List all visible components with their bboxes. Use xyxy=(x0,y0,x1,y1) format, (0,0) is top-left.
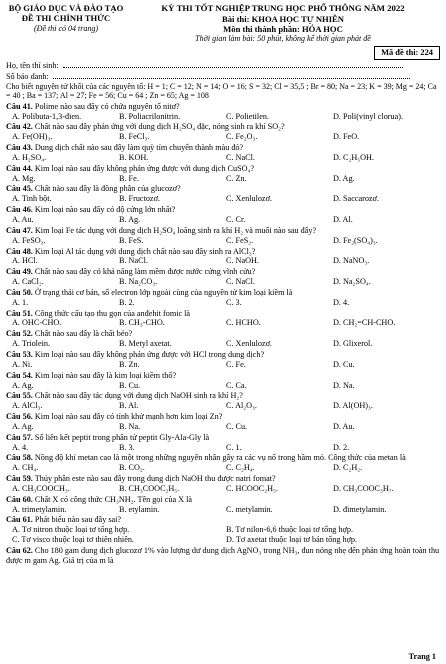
question-stem xyxy=(6,546,440,566)
answer-options xyxy=(6,443,440,453)
question-stem xyxy=(6,371,440,381)
answer-option: A. 1. xyxy=(12,297,29,307)
question-stem xyxy=(6,143,440,153)
answer-option: D. NaNO₃. xyxy=(333,256,370,266)
answer-option: B. CO₂. xyxy=(119,463,145,473)
question-number: Câu 43. xyxy=(6,143,33,153)
question-stem xyxy=(6,433,440,443)
answer-option: C. FeS₂. xyxy=(226,235,254,245)
answer-option: B. CH₃-CHO. xyxy=(119,318,165,328)
question-stem xyxy=(6,267,440,277)
question-stem xyxy=(6,350,440,360)
answer-option: D. 2. xyxy=(333,442,350,452)
question-number: Câu 44. xyxy=(6,163,33,173)
answer-option: C. 1. xyxy=(226,442,242,452)
id-blank xyxy=(53,71,410,79)
name-blank xyxy=(63,60,403,68)
answer-option: C. HCOOC₂H₅. xyxy=(226,483,278,493)
question-item xyxy=(6,371,440,391)
answer-option: C. Xenlulozơ. xyxy=(226,194,272,204)
answer-options xyxy=(6,112,440,122)
question-number: Câu 56. xyxy=(6,412,33,422)
answer-option: A. Au. xyxy=(12,215,34,224)
question-item xyxy=(6,122,440,142)
answer-option: D. 4. xyxy=(333,297,350,307)
question-item xyxy=(6,309,440,329)
question-text: Kim loại nào sau đây không phản ứng được với HCl trong dung dịch? xyxy=(34,349,265,359)
answer-options xyxy=(6,463,440,473)
question-text: Chất nào sau đây là chất béo? xyxy=(34,329,133,339)
answer-option: A. Polibuta-1,3-đien. xyxy=(12,111,82,121)
question-item xyxy=(6,433,440,453)
question-text: Chất nào sau đây tác dụng với dung dịch NaOH sinh ra khí H₂? xyxy=(34,391,243,401)
answer-option: B. Poliacrilonitrin. xyxy=(119,111,181,121)
question-stem xyxy=(6,288,440,298)
question-item xyxy=(6,515,440,545)
question-item xyxy=(6,143,440,163)
answer-option: C. NaOH. xyxy=(226,256,259,266)
answer-option: A. OHC-CHO. xyxy=(12,318,62,328)
answer-option: C. NaCl. xyxy=(226,277,255,287)
question-text: Chất X có công thức CH₃NH₂. Tên gọi của X là xyxy=(34,494,193,504)
question-text: Kim loại Fe tác dụng với dung dịch H₂SO₄ loãng sinh ra khí H₂ và muối nào sau đây? xyxy=(34,225,317,235)
code-row xyxy=(6,46,440,60)
ministry-name: BỘ GIÁO DỤC VÀ ĐÀO TẠO xyxy=(8,3,124,13)
answer-option: A. Ni. xyxy=(12,359,33,369)
question-item xyxy=(6,329,440,349)
candidate-id-line xyxy=(6,71,440,82)
question-text: Kim loại nào sau đây là kim loại kiềm thổ? xyxy=(34,370,177,380)
question-text: Kim loại Al tác dụng với dung dịch chất nào sau đây sinh ra AlCl₃? xyxy=(34,246,256,256)
answer-option: D. Saccarozơ. xyxy=(333,194,379,204)
question-item xyxy=(6,267,440,287)
answer-option: B. Na₂CO₃. xyxy=(119,277,158,287)
question-text: Công thức cấu tạo thu gọn của anđehit fomic là xyxy=(34,308,191,318)
answer-options xyxy=(6,484,440,494)
question-number: Câu 59. xyxy=(6,474,33,484)
answer-option: A. Mg. xyxy=(12,173,36,183)
question-stem xyxy=(6,453,440,463)
question-text: Thủy phân este nào sau đây trong dung dịch NaOH thu được natri fomat? xyxy=(34,474,276,484)
answer-option: A. Fe(OH)₃. xyxy=(12,132,53,142)
answer-options xyxy=(6,422,440,432)
answer-option: B. 3. xyxy=(119,442,135,452)
candidate-name-line xyxy=(6,60,440,71)
answer-option: D. Au. xyxy=(333,421,355,431)
question-stem xyxy=(6,205,440,215)
question-number: Câu 47. xyxy=(6,225,33,235)
candidate-name-label: Họ, tên thí sinh: xyxy=(6,60,59,70)
answer-option: D. Cu. xyxy=(333,359,355,369)
answer-option: B. NaCl. xyxy=(119,256,148,266)
answer-option: A. AlCl₃. xyxy=(12,401,43,411)
header-right xyxy=(126,3,440,44)
answer-option: B. Na. xyxy=(119,421,141,431)
answer-options xyxy=(6,174,440,184)
answer-option: A. Tinh bột. xyxy=(12,194,52,204)
question-stem xyxy=(6,329,440,339)
question-item xyxy=(6,546,440,566)
question-item xyxy=(6,453,440,473)
question-item xyxy=(6,102,440,122)
answer-options xyxy=(6,256,440,266)
answer-options xyxy=(6,153,440,163)
question-number: Câu 61. xyxy=(6,515,33,525)
question-text: Nồng độ khí metan cao là một trong những nguyên nhân gây ra các vụ nổ trong hầm mỏ. Công thức của metan là xyxy=(34,453,406,463)
answer-option: B. FeCl₃. xyxy=(119,132,150,142)
time-limit: Thời gian làm bài: 50 phút, không kể thời gian phát đề xyxy=(195,34,371,44)
question-text: Số liên kết peptit trong phân tử peptit Gly-Ala-Gly là xyxy=(34,432,210,442)
question-stem xyxy=(6,309,440,319)
candidate-id-label: Số báo danh: xyxy=(6,71,49,81)
question-number: Câu 46. xyxy=(6,205,33,215)
answer-option: B. Cu. xyxy=(119,380,141,390)
answer-option: C. Zn. xyxy=(226,173,247,183)
question-stem xyxy=(6,515,440,525)
header-left xyxy=(6,3,126,44)
answer-options xyxy=(6,360,440,370)
question-number: Câu 49. xyxy=(6,267,33,277)
answer-option: C. NaCl. xyxy=(226,152,255,162)
answer-options xyxy=(6,318,440,328)
question-number: Câu 45. xyxy=(6,184,33,194)
question-number: Câu 62. xyxy=(6,546,33,555)
exam-title: KỲ THI TỐT NGHIỆP TRUNG HỌC PHỔ THÔNG NĂM 2022 xyxy=(161,3,405,13)
answer-option: A. CH₃COOCH₃. xyxy=(12,483,70,493)
answer-option: A. HCl. xyxy=(12,256,38,266)
answer-option: A. trimetylamin. xyxy=(12,504,67,514)
question-text: Dung dịch chất nào sau đây làm quỳ tím chuyển thành màu đỏ? xyxy=(34,143,244,153)
answer-options xyxy=(6,525,440,545)
question-item xyxy=(6,350,440,370)
question-number: Câu 52. xyxy=(6,329,33,339)
answer-options xyxy=(6,381,440,391)
question-item xyxy=(6,391,440,411)
question-number: Câu 51. xyxy=(6,308,33,318)
answer-option: A. CH₄. xyxy=(12,463,39,473)
question-number: Câu 48. xyxy=(6,246,33,256)
question-list xyxy=(6,102,440,566)
question-text: Chất nào sau đây có khả năng làm mềm được nước cứng vĩnh cửu? xyxy=(34,267,256,277)
answer-option: B. Fructozơ. xyxy=(119,194,160,204)
question-number: Câu 55. xyxy=(6,391,33,401)
question-item xyxy=(6,288,440,308)
question-number: Câu 57. xyxy=(6,432,33,442)
answer-option: C. Polietilen. xyxy=(226,111,269,121)
page-count: (Đề thi có 04 trang) xyxy=(34,23,98,33)
test-name: Bài thi: KHOA HỌC TỰ NHIÊN xyxy=(222,13,344,24)
answer-option: B. Metyl axetat. xyxy=(119,339,172,349)
answer-option: C. Tơ visco thuộc loại tơ thiên nhiên. xyxy=(12,535,134,545)
answer-option: A. Ag. xyxy=(12,421,34,431)
answer-option: B. Tơ nilon-6,6 thuộc loại tơ tổng hợp. xyxy=(226,525,354,535)
answer-option: D. Al. xyxy=(333,215,353,224)
answer-option: A. Tơ nitron thuộc loại tơ tổng hợp. xyxy=(12,525,130,535)
question-text: Kim loại nào sau đây không phản ứng được với dung dịch CuSO₄? xyxy=(34,163,255,173)
answer-option: C. Fe₂O₃. xyxy=(226,132,258,142)
answer-option: D. FeO. xyxy=(333,132,360,142)
question-item xyxy=(6,164,440,184)
answer-option: D. Tơ axetat thuộc loại tơ bán tổng hợp. xyxy=(226,535,358,545)
answer-options xyxy=(6,339,440,349)
answer-option: C. 3. xyxy=(226,297,242,307)
answer-option: B. KOH. xyxy=(119,152,149,162)
page-footer: Trang 1 xyxy=(408,652,436,662)
answer-options xyxy=(6,132,440,142)
answer-options xyxy=(6,505,440,515)
answer-option: D. C₂H₅OH. xyxy=(333,152,374,162)
answer-option: A. 4. xyxy=(12,442,29,452)
question-item xyxy=(6,412,440,432)
answer-option: D. Al(OH)₃. xyxy=(333,401,373,411)
answer-option: C. Cu. xyxy=(226,421,248,431)
answer-options xyxy=(6,215,440,225)
answer-option: B. Zn. xyxy=(119,359,140,369)
answer-options xyxy=(6,298,440,308)
answer-option: C. Ca. xyxy=(226,380,247,390)
question-text: Ở trạng thái cơ bản, số electron lớp ngoài cùng của nguyên tử kim loại kiềm là xyxy=(34,287,293,297)
question-text: Polime nào sau đây có chứa nguyên tố nitơ? xyxy=(34,101,180,111)
answer-option: D. Na₂SO₄. xyxy=(333,277,371,287)
answer-option: A. H₂SO₄. xyxy=(12,152,47,162)
question-stem xyxy=(6,391,440,401)
answer-option: C. C₂H₄. xyxy=(226,463,255,473)
question-item xyxy=(6,184,440,204)
answer-option: C. Al₂O₃. xyxy=(226,401,257,411)
answer-option: B. Al. xyxy=(119,401,139,411)
exam-header xyxy=(6,0,440,44)
answer-option: D. Poli(vinyl clorua). xyxy=(333,111,404,121)
question-item xyxy=(6,495,440,515)
atomic-mass-note: Cho biết nguyên tử khối của các nguyên tố: H = 1; C = 12; N = 14; O = 16; S = 32; Cl = 35,5 ; Br = 80; Na = 23; K = 39; Mg = 24; Ca = 40 ; Ba = 137; Al = 27; Fe = 56; Cu = 64 ; Zn = 65; Ag = 108 xyxy=(6,81,437,101)
question-text: Chất nào sau đây phản ứng với dung dịch H₂SO₄ đặc, nóng sinh ra khí SO₂? xyxy=(34,122,285,132)
question-number: Câu 58. xyxy=(6,453,33,463)
answer-option: C. Xenlulozơ. xyxy=(226,339,272,349)
answer-option: B. CH₃COOC₂H₅. xyxy=(119,483,180,493)
question-stem xyxy=(6,164,440,174)
question-number: Câu 42. xyxy=(6,122,33,132)
question-text: Kim loại nào sau đây có độ cứng lớn nhất? xyxy=(34,205,176,215)
question-number: Câu 41. xyxy=(6,101,33,111)
answer-option: A. Ag. xyxy=(12,380,34,390)
question-number: Câu 60. xyxy=(6,494,33,504)
answer-option: D. Glixerol. xyxy=(333,339,373,349)
question-item xyxy=(6,226,440,246)
question-number: Câu 53. xyxy=(6,349,33,359)
question-stem xyxy=(6,122,440,132)
question-stem xyxy=(6,184,440,194)
official-label: ĐỀ THI CHÍNH THỨC xyxy=(21,13,111,24)
question-stem xyxy=(6,495,440,505)
question-stem xyxy=(6,247,440,257)
answer-option: D. Na. xyxy=(333,380,355,390)
question-stem xyxy=(6,226,440,236)
answer-options xyxy=(6,401,440,411)
answer-option: C. HCHO. xyxy=(226,318,261,328)
exam-code-box: Mã đề thi: 224 xyxy=(374,46,440,60)
answer-option: C. Cr. xyxy=(226,215,246,224)
question-stem xyxy=(6,412,440,422)
answer-option: D. C₂H₂. xyxy=(333,463,363,473)
answer-option: C. Fe. xyxy=(226,359,246,369)
question-number: Câu 54. xyxy=(6,370,33,380)
answer-option: D. CH₂=CH-CHO. xyxy=(333,318,396,328)
answer-option: A. FeSO₃. xyxy=(12,235,46,245)
question-text: Phát biểu nào sau đây sai? xyxy=(34,515,122,525)
answer-option: D. đimetylamin. xyxy=(333,504,387,514)
answer-option: A. Triolein. xyxy=(12,339,50,349)
question-item xyxy=(6,205,440,225)
question-number: Câu 50. xyxy=(6,287,33,297)
answer-option: D. Ag. xyxy=(333,173,355,183)
answer-option: B. 2. xyxy=(119,297,135,307)
question-text: Cho 180 gam dung dịch glucozơ 1% vào lượng dư dung dịch AgNO₃ trong NH₃, đun nóng nhẹ đến phản ứng hoàn toàn thu được m gam Ag. Giá trị của m là xyxy=(6,546,440,565)
question-stem xyxy=(6,102,440,112)
answer-option: B. FeS. xyxy=(119,235,144,245)
question-item xyxy=(6,247,440,267)
answer-option: B. etylamin. xyxy=(119,504,160,514)
subject-name: Môn thi thành phần: HÓA HỌC xyxy=(223,23,343,34)
answer-option: A. CaCl₂. xyxy=(12,277,44,287)
question-text: Kim loại nào sau đây có tính khử mạnh hơn kim loại Zn? xyxy=(34,412,223,422)
answer-option: B. Ag. xyxy=(119,215,141,224)
answer-option: C. metylamin. xyxy=(226,504,273,514)
answer-option: D. CH₃COOC₃H₇. xyxy=(333,483,394,493)
answer-option: B. Fe. xyxy=(119,173,139,183)
question-stem xyxy=(6,474,440,484)
question-text: Chất nào sau đây là đồng phân của glucozơ? xyxy=(34,184,181,194)
answer-options xyxy=(6,277,440,287)
answer-option: D. Fe₂(SO₄)₃. xyxy=(333,235,378,245)
answer-options xyxy=(6,194,440,204)
question-item xyxy=(6,474,440,494)
answer-options xyxy=(6,236,440,246)
